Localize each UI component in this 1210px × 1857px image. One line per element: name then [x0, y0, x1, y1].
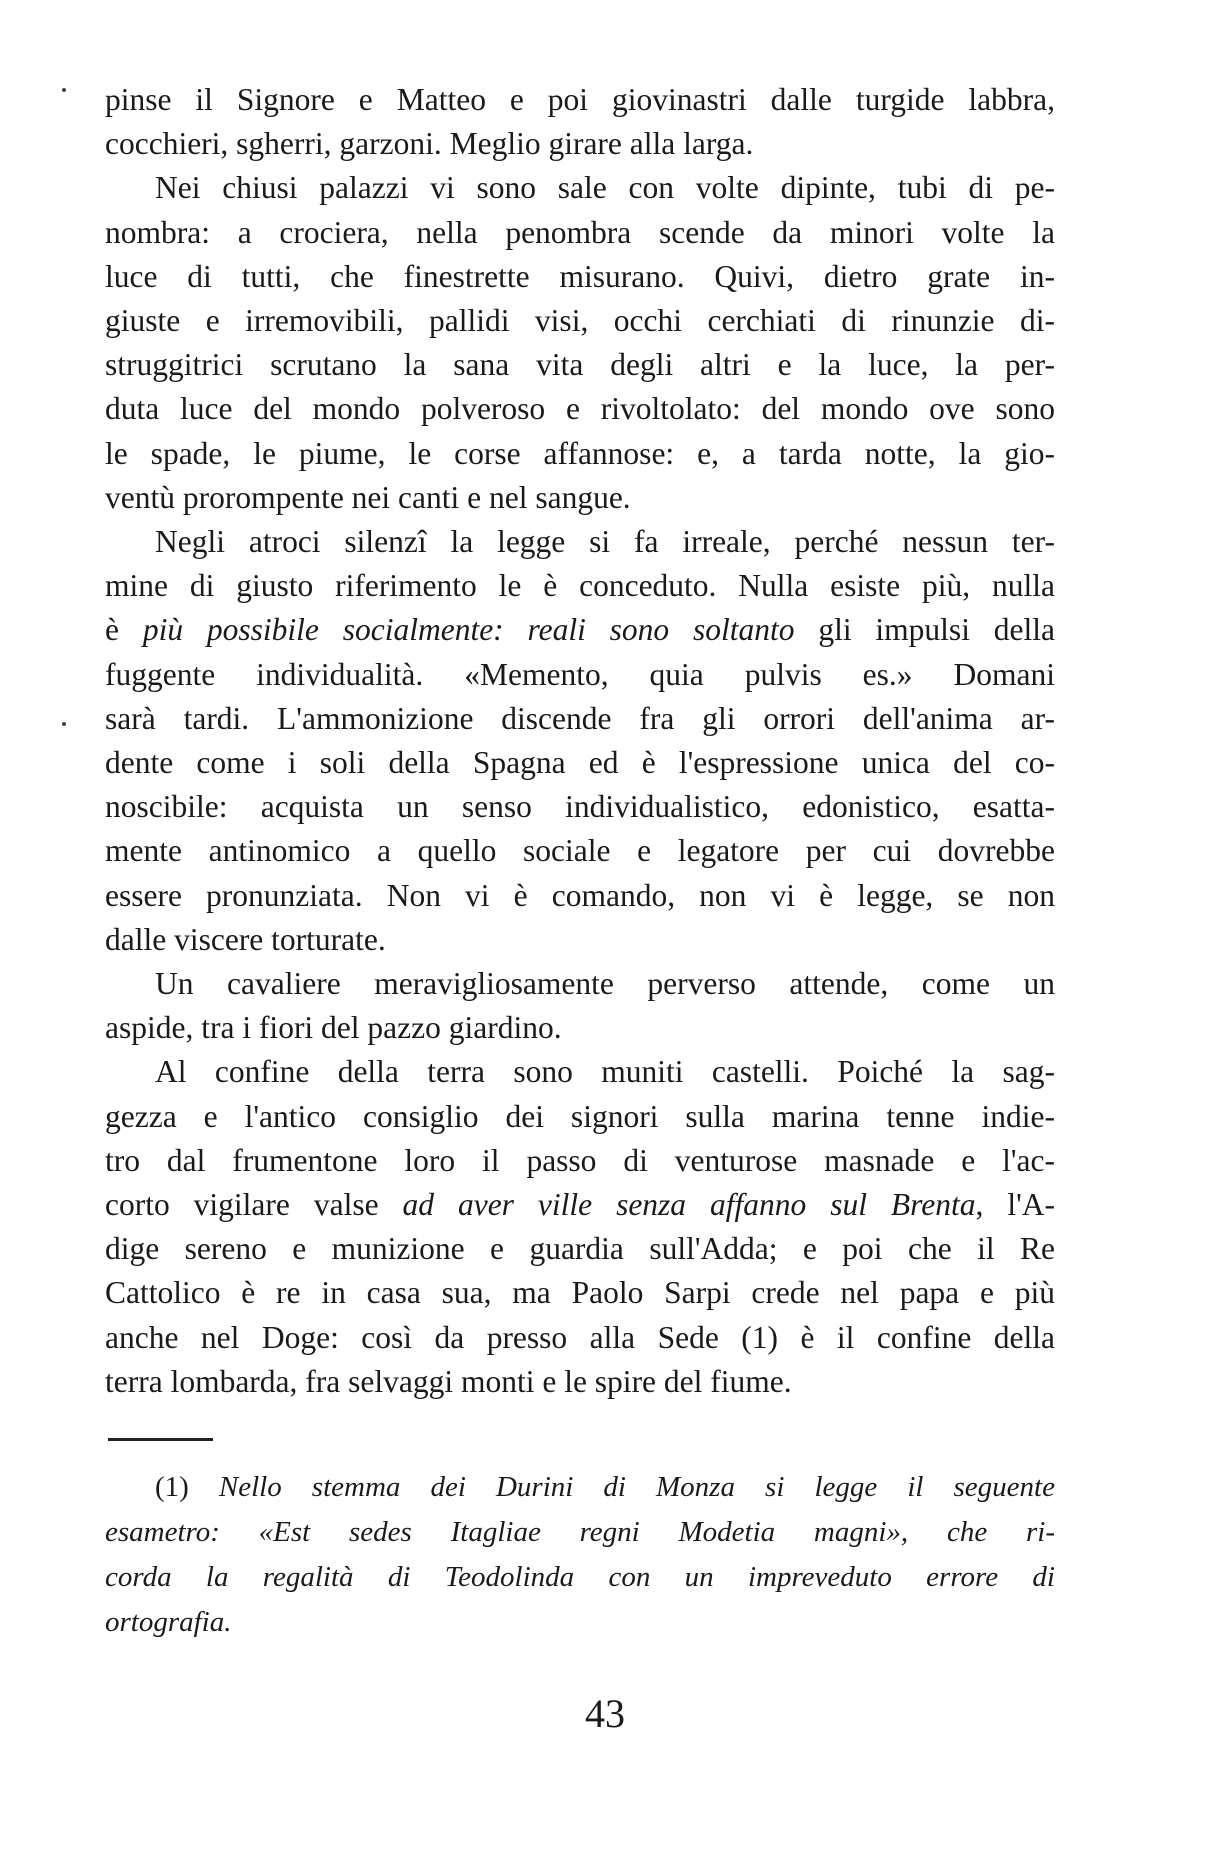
page-number: 43 — [585, 1691, 625, 1736]
text-line: struggitrici scrutano la sana vita degli altri e la luce, la per- — [105, 347, 1055, 383]
footnote-line: esametro: «Est sedes Itagliae regni Modetia magni», che ri- — [105, 1516, 1055, 1548]
text-line: dalle viscere torturate. — [105, 921, 386, 957]
margin-speck — [62, 88, 66, 92]
text-line: ventù prorompente nei canti e nel sangue. — [105, 479, 631, 515]
footnote-line: ortografia. — [105, 1606, 232, 1638]
text-line: luce di tutti, che finestrette misurano. Quivi, dietro grate in- — [105, 258, 1055, 294]
text-line: è più possibile socialmente: reali sono soltanto gli impulsi della — [105, 612, 1055, 648]
text-line: corto vigilare valse ad aver ville senza affanno sul Brenta, l'A- — [105, 1187, 1055, 1223]
paragraph — [105, 962, 1055, 1050]
text-line: essere pronunziata. Non vi è comando, non vi è legge, se non — [105, 877, 1055, 913]
text-line: terra lombarda, fra selvaggi monti e le spire del fiume. — [105, 1363, 792, 1399]
text-line: le spade, le piume, le corse affannose: e, a tarda notte, la gio- — [105, 435, 1055, 471]
footnote-line: (1) Nello stemma dei Durini di Monza si legge il seguente — [155, 1471, 1055, 1503]
italic-span: ad aver ville senza affanno sul Brenta — [402, 1187, 976, 1223]
text-line: dige sereno e munizione e guardia sull'Adda; e poi che il Re — [105, 1231, 1055, 1267]
footnote-marker: (1) — [155, 1471, 219, 1503]
margin-speck — [62, 722, 66, 726]
text-line: giuste e irremovibili, pallidi visi, occhi cerchiati di rinunzie di- — [105, 303, 1055, 339]
text-line: noscibile: acquista un senso individualistico, edonistico, esatta- — [105, 789, 1055, 825]
text-line: aspide, tra i fiori del pazzo giardino. — [105, 1010, 562, 1046]
text-line: Un cavaliere meravigliosamente perverso attende, come un — [155, 966, 1055, 1002]
italic-span: più possibile socialmente: reali sono soltanto — [142, 612, 795, 648]
paragraph — [105, 1050, 1055, 1404]
text-line: mente antinomico a quello sociale e legatore per cui dovrebbe — [105, 833, 1055, 869]
main-text — [105, 78, 1055, 1404]
text-line: anche nel Doge: così da presso alla Sede (1) è il confine della — [105, 1319, 1055, 1355]
text-line: mine di giusto riferimento le è conceduto. Nulla esiste più, nulla — [105, 568, 1055, 604]
text-line: Negli atroci silenzî la legge si fa irreale, perché nessun ter- — [155, 524, 1055, 560]
text-line: sarà tardi. L'ammonizione discende fra gli orrori dell'anima ar- — [105, 700, 1055, 736]
text-line: Al confine della terra sono muniti castelli. Poiché la sag- — [155, 1054, 1055, 1090]
footnote-line: corda la regalità di Teodolinda con un impreveduto errore di — [105, 1561, 1055, 1593]
text-line: pinse il Signore e Matteo e poi giovinastri dalle turgide labbra, — [105, 82, 1055, 117]
text-line: Nei chiusi palazzi vi sono sale con volte dipinte, tubi di pe- — [155, 170, 1055, 206]
text-line: nombra: a crociera, nella penombra scende da minori volte la — [105, 214, 1055, 250]
paragraph — [105, 520, 1055, 962]
text-line: Cattolico è re in casa sua, ma Paolo Sarpi crede nel papa e più — [105, 1275, 1055, 1311]
paragraph — [105, 166, 1055, 520]
text-line: tro dal frumentone loro il passo di venturose masnade e l'ac- — [105, 1142, 1055, 1178]
paragraph — [105, 78, 1055, 166]
text-line: fuggente individualità. «Memento, quia pulvis es.» Domani — [105, 656, 1055, 692]
footnote-separator — [108, 1438, 213, 1441]
footnote — [105, 1465, 1055, 1645]
text-line: dente come i soli della Spagna ed è l'espressione unica del co- — [105, 745, 1055, 781]
text-line: duta luce del mondo polveroso e rivoltolato: del mondo ove sono — [105, 391, 1055, 427]
text-line: gezza e l'antico consiglio dei signori sulla marina tenne indie- — [105, 1098, 1055, 1134]
text-line: cocchieri, sgherri, garzoni. Meglio girare alla larga. — [105, 126, 754, 162]
